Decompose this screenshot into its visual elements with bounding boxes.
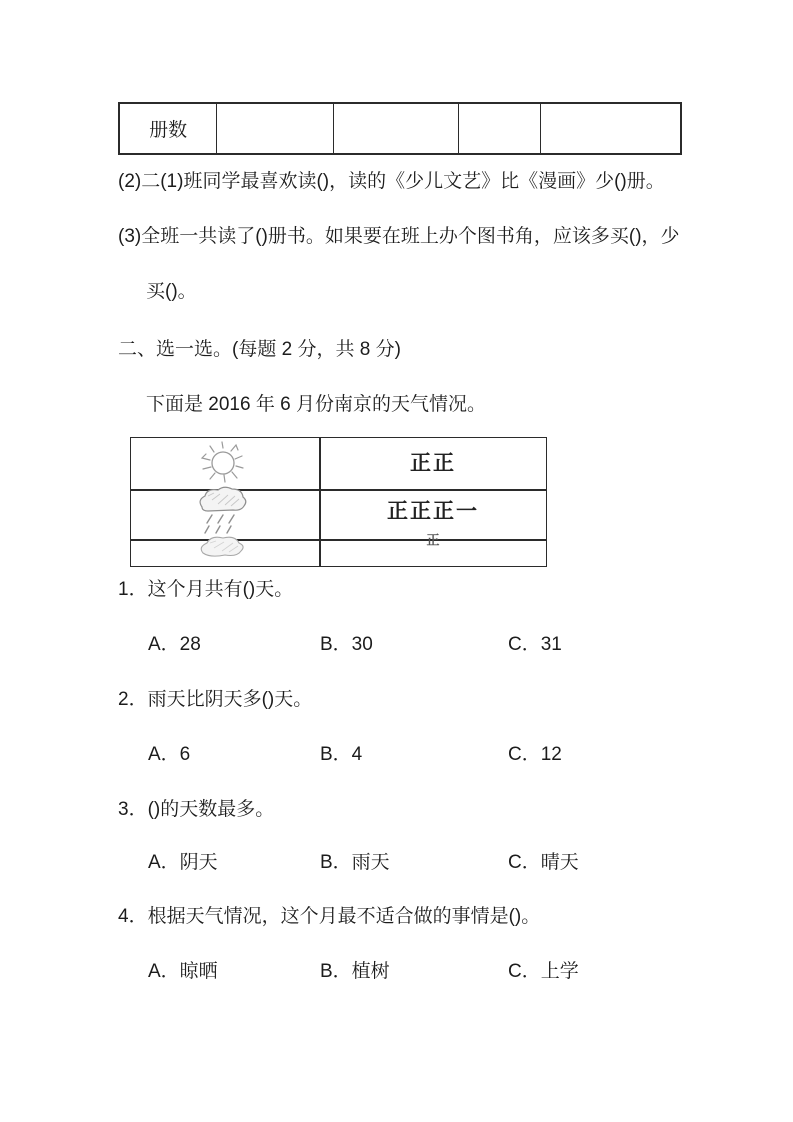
books-table-header-cell: 册数	[120, 104, 217, 153]
question-1-option-a: A．28	[148, 634, 201, 655]
question-1-options	[0, 632, 793, 658]
part1-item3-text-line1: (3)全班一共读了()册书。如果要在班上办个图书角，应该多买()，少	[118, 226, 680, 247]
question-2-option-a: A．6	[148, 744, 191, 765]
question-3-option-c: C．晴天	[508, 852, 579, 873]
books-table-empty-cell	[541, 104, 680, 153]
question-2-options	[0, 742, 793, 768]
books-table-empty-cell	[334, 104, 458, 153]
part2-intro: 下面是 2016 年 6 月份南京的天气情况。	[146, 394, 486, 415]
part1-item2-text: (2)二(1)班同学最喜欢读()，读的《少儿文艺》比《漫画》少()册。	[118, 171, 665, 192]
weather-tally-table	[130, 437, 547, 567]
question-4: 4．根据天气情况，这个月最不适合做的事情是()。	[118, 906, 541, 927]
question-4-options	[0, 959, 793, 985]
question-4-option-a: A．晾晒	[148, 961, 218, 982]
tally-rainy: 正正正一	[387, 500, 479, 523]
books-table-empty-cell	[217, 104, 334, 153]
sun-icon	[194, 438, 252, 486]
question-2-option-b: B．4	[320, 744, 363, 765]
question-3-option-b: B．雨天	[320, 852, 390, 873]
question-1-option-b: B．30	[320, 634, 373, 655]
question-2-option-c: C．12	[508, 744, 562, 765]
weather-table-row-border	[131, 539, 546, 541]
weather-table-divider	[319, 438, 321, 566]
part1-item3-text-line2: 买()。	[146, 281, 197, 302]
tally-cloudy: 正	[426, 532, 440, 548]
question-1: 1．这个月共有()天。	[118, 579, 294, 600]
tally-sunny: 正正	[410, 452, 456, 475]
books-table-empty-cell	[459, 104, 541, 153]
question-3: 3．()的天数最多。	[118, 799, 275, 820]
question-3-option-a: A．阴天	[148, 852, 218, 873]
question-4-option-b: B．植树	[320, 961, 390, 982]
question-1-option-c: C．31	[508, 634, 562, 655]
question-4-option-c: C．上学	[508, 961, 579, 982]
rain-icon	[192, 484, 250, 536]
cloud-icon	[196, 533, 248, 561]
part2-heading: 二、选一选。(每题 2 分，共 8 分)	[118, 339, 401, 360]
question-2: 2．雨天比阴天多()天。	[118, 689, 313, 710]
books-count-table	[118, 102, 682, 155]
question-3-options	[0, 850, 793, 876]
